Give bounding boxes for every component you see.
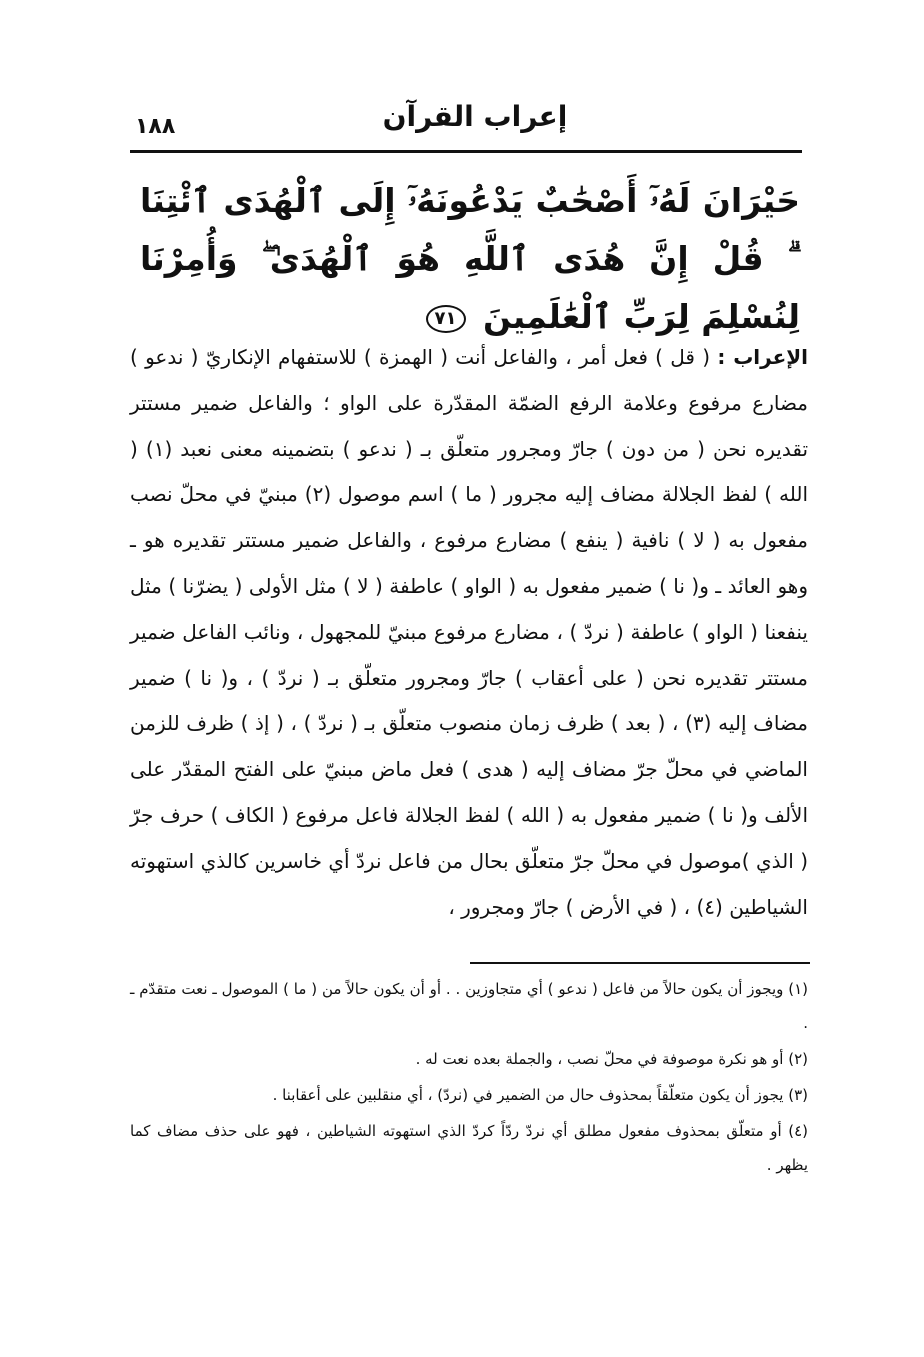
quran-verse [140,172,800,346]
footnote-2: (٢) أو هو نكرة موصوفة في محلّ نصب ، والجملة بعده نعت له . [415,1050,808,1068]
analysis-text: ( قل ) فعل أمر ، والفاعل أنت ( الهمزة ) للاستفهام الإنكاريّ ( ندعو ) مضارع مرفوع وعلامة الرفع الضمّة المقدّرة على الواو ؛ والفاعل ضمير مستتر تقديره نحن ( من دون ) جارّ ومجرور متعلّق بـ ( ندعو ) بتضمينه معنى نعبد (١) ( الله ) لفظ الجلالة مضاف إليه مجرور ( ما ) اسم موصول (٢) مبنيّ في محلّ نصب مفعول به ( لا ) نافية ( ينفع ) مضارع مرفوع ، والفاعل ضمير مستتر تقديره هو ـ وهو العائد ـ و( نا ) ضمير مفعول به ( الواو ) عاطفة ( لا ) مثل الأولى ( يضرّنا ) مثل ينفعنا ( الواو ) عاطفة ( نردّ ) ، مضارع مرفوع مبنيّ للمجهول ، ونائب الفاعل ضمير مستتر تقديره نحن ( على أعقاب ) جارّ ومجرور متعلّق بـ ( نردّ ) ، و( نا ) ضمير مضاف إليه (٣) ، ( بعد ) ظرف زمان منصوب متعلّق بـ ( نردّ ) ، ( إذ ) ظرف للزمن الماضي في محلّ جرّ مضاف إليه ( هدى ) فعل ماض مبنيّ على الفتح المقدّر على الألف و( نا ) ضمير مفعول به ( الله ) لفظ الجلالة فاعل مرفوع ( الكاف ) حرف جرّ ( الذي )موصول في محلّ جرّ متعلّق بحال من فاعل نردّ أي خاسرين كالذي استهوته الشياطين (٤) ، ( في الأرض ) جارّ ومجرور ، [130,345,809,919]
page-number: ١٨٨ [135,114,176,139]
running-title: إعراب القرآن [382,100,568,133]
footnote-divider [470,962,810,964]
footnote-4: (٤) أو متعلّق بمحذوف مفعول مطلق أي نردّ ردّاً كردّ الذي استهوته الشياطين ، فهو على حذف مضاف كما يظهر . [130,1122,808,1174]
ayah-number-marker: ٧١ [426,305,466,333]
footnote-1: (١) ويجوز أن يكون حالاً من فاعل ( ندعو ) أي متجاوزين . . أو أن يكون حالاً من ( ما ) الموصول ـ نعت متقدّم ـ . [130,980,808,1032]
header-divider [130,150,802,153]
grammatical-analysis [130,335,808,930]
footnote-3: (٣) يجوز أن يكون متعلّقاً بمحذوف حال من الضمير في (نردّ) ، أي منقلبين على أعقابنا . [272,1086,808,1104]
page-header [125,100,805,148]
footnotes [130,972,808,1184]
verse-text: حَيْرَانَ لَهُۥٓ أَصْحَٰبٌ يَدْعُونَهُۥٓ إِلَى ٱلْهُدَى ٱئْتِنَا ۗ قُلْ إِنَّ هُدَى ٱللَّهِ هُوَ ٱلْهُدَىٰ ۖ وَأُمِرْنَا لِنُسْلِمَ لِرَبِّ ٱلْعَٰلَمِينَ [140,181,800,336]
analysis-heading: الإعراب : [717,345,809,369]
